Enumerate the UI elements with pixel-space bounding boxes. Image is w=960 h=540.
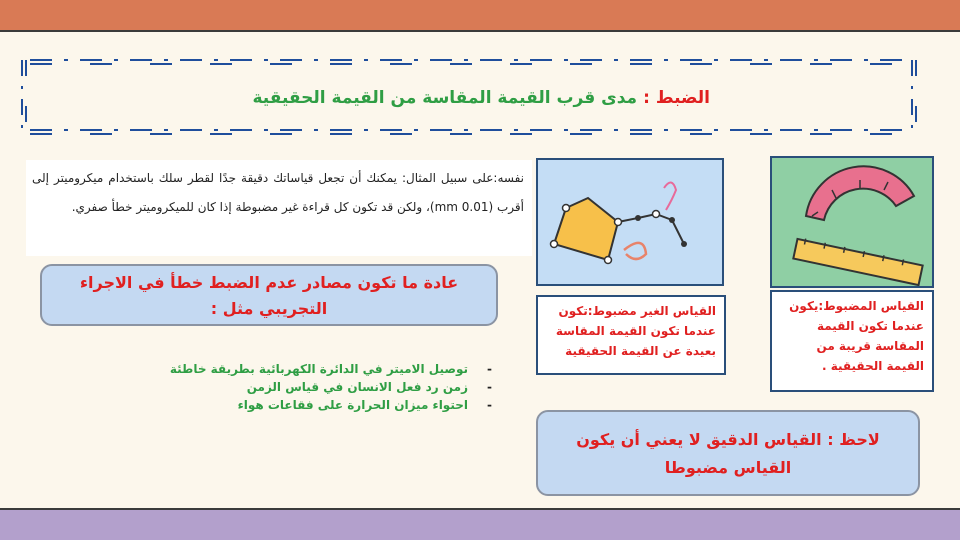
connect-the-dots-icon	[538, 160, 722, 284]
list-item: - توصيل الاميتر في الدائرة الكهربائية بطريقة خاطئة	[150, 360, 498, 378]
title-colon: :	[643, 88, 650, 108]
title-term: الضبط	[655, 88, 710, 108]
title-definition: مدى قرب القيمة المقاسة من القيمة الحقيقية	[252, 88, 638, 108]
error-sources-box: عادة ما تكون مصادر عدم الضبط خطأ في الاجراء التجريبي مثل :	[40, 264, 498, 326]
error-examples-list	[150, 360, 498, 414]
page-title	[58, 88, 710, 108]
title-frame	[18, 52, 920, 142]
list-item: - زمن رد فعل الانسان في قياس الزمن	[150, 378, 498, 396]
accurate-measurement-image	[770, 156, 934, 288]
accurate-caption: القياس المضبوط:يكون عندما تكون القيمة المقاسة قريبة من القيمة الحقيقية .	[770, 290, 934, 392]
note-box: لاحظ : القياس الدقيق لا يعني أن يكون القياس مضبوطا	[536, 410, 920, 496]
inaccurate-measurement-image	[536, 158, 724, 286]
example-text-box: نفسه:على سبيل المثال: يمكنك أن تجعل قياساتك دقيقة جدًا لقطر سلك باستخدام ميكرومیتر إلى أقرب (0.01 mm)، ولكن قد تكون كل قراءة غير مضبوطة إذا كان للميكرومیتر خطأ صفري.	[26, 160, 532, 256]
footer-bar	[0, 508, 960, 540]
protractor-ruler-icon	[772, 158, 932, 286]
header-bar	[0, 0, 960, 32]
inaccurate-caption: القياس الغير مضبوط:تكون عندما تكون القيمة المقاسة بعيدة عن القيمة الحقيقية	[536, 295, 726, 375]
list-item: - احتواء ميزان الحرارة على فقاعات هواء	[150, 396, 498, 414]
